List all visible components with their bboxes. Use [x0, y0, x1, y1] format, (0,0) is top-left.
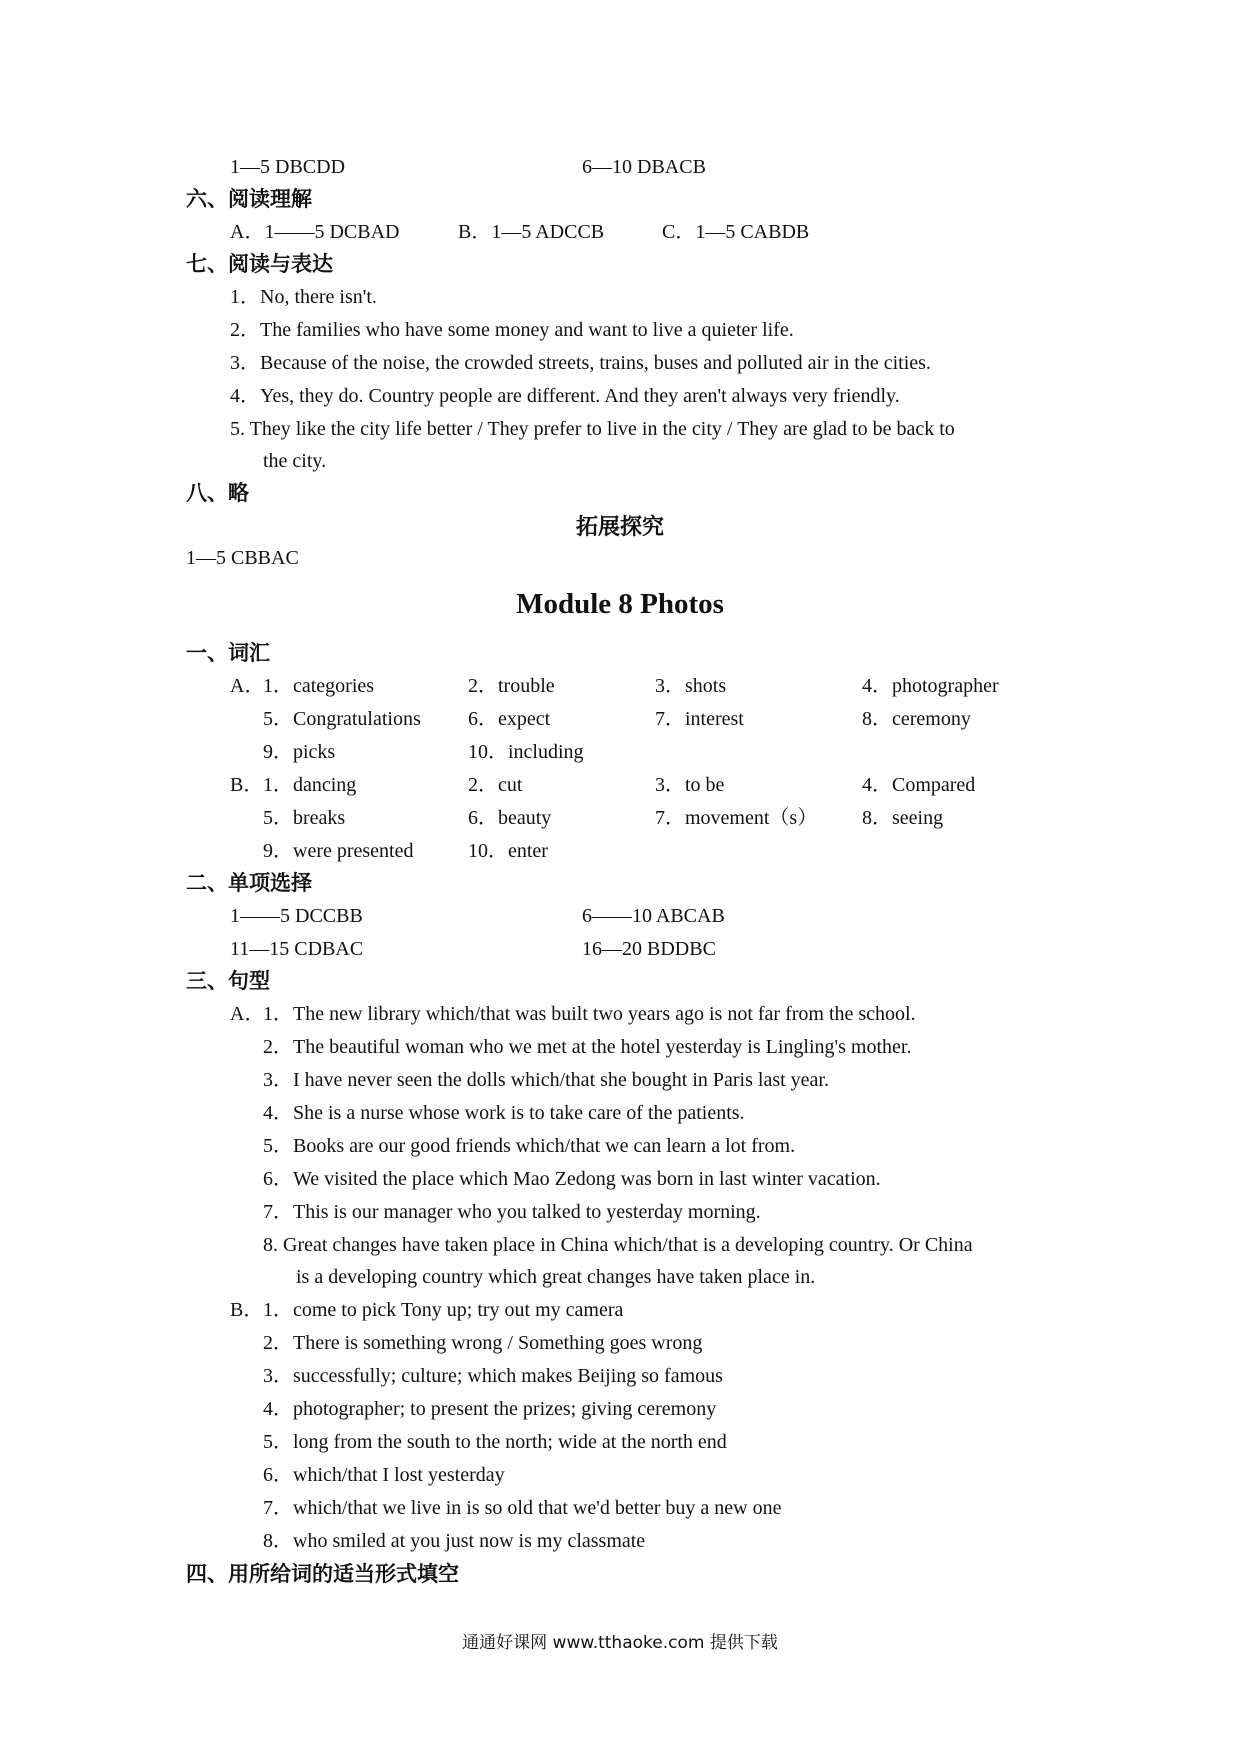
pattern-item: 3．I have never seen the dolls which/that she bought in Paris last year. — [263, 1069, 829, 1091]
expression-item-continuation: the city. — [263, 450, 327, 472]
reading-b: B．1—5 ADCCB — [458, 221, 605, 243]
vocab-item: 5．breaks — [263, 807, 346, 829]
extension-title: 拓展探究 — [575, 515, 664, 540]
mc-answer: 6——10 ABCAB — [582, 905, 725, 927]
extension-answer: 1—5 CBBAC — [186, 547, 299, 569]
vocab-item: 3．to be — [655, 774, 725, 796]
vocab-item: 5．Congratulations — [263, 708, 421, 730]
expression-item: 5. They like the city life better / They prefer to live in the city / They are glad to be back to — [230, 418, 955, 440]
vocab-item: 3．shots — [655, 675, 727, 697]
page-footer: 通通好课网 www.tthaoke.com 提供下载 — [462, 1633, 778, 1653]
section-heading-vocabulary: 一、词汇 — [186, 641, 270, 665]
reading-c: C．1—5 CABDB — [662, 221, 810, 243]
pattern-item: 8．who smiled at you just now is my classmate — [263, 1530, 646, 1552]
expression-item: 3．Because of the noise, the crowded streets, trains, buses and polluted air in the cities. — [230, 352, 931, 374]
mc-answer: 11—15 CDBAC — [230, 938, 364, 960]
section-heading-sentence-patterns: 三、句型 — [186, 969, 270, 993]
answer-1-5: 1—5 DBCDD — [230, 156, 346, 178]
pattern-item: 2．The beautiful woman who we met at the hotel yesterday is Lingling's mother. — [263, 1036, 912, 1058]
vocab-item: 6．beauty — [468, 807, 552, 829]
vocab-item: 6．expect — [468, 708, 551, 730]
pattern-item: 3．successfully; culture; which makes Beijing so famous — [263, 1365, 723, 1387]
vocab-item: 4．Compared — [862, 774, 976, 796]
section-heading-multiple-choice: 二、单项选择 — [186, 871, 312, 895]
vocab-item: 8．seeing — [862, 807, 944, 829]
pattern-item: 5．long from the south to the north; wide at the north end — [263, 1431, 727, 1453]
section-heading-omitted: 八、略 — [186, 481, 249, 505]
vocab-item: 7．movement（s） — [655, 807, 818, 829]
pattern-item: 4．photographer; to present the prizes; giving ceremony — [263, 1398, 717, 1420]
vocab-item: 10．including — [468, 741, 584, 763]
patterns-a-prefix: A． — [230, 1003, 265, 1025]
section-heading-reading-expression: 七、阅读与表达 — [186, 252, 333, 276]
mc-answer: 16—20 BDDBC — [582, 938, 716, 960]
vocab-item: 1．dancing — [263, 774, 357, 796]
expression-item: 1．No, there isn't. — [230, 286, 377, 308]
pattern-item: 5．Books are our good friends which/that we can learn a lot from. — [263, 1135, 796, 1157]
pattern-item: 2．There is something wrong / Something goes wrong — [263, 1332, 703, 1354]
vocab-item: 9．picks — [263, 741, 336, 763]
vocab-item: 2．trouble — [468, 675, 555, 697]
pattern-item: 7．which/that we live in is so old that we'd better buy a new one — [263, 1497, 782, 1519]
pattern-item-continuation: is a developing country which great changes have taken place in. — [296, 1266, 816, 1288]
pattern-item: 4．She is a nurse whose work is to take care of the patients. — [263, 1102, 745, 1124]
answer-6-10: 6—10 DBACB — [582, 156, 706, 178]
vocab-item: 7．interest — [655, 708, 744, 730]
vocab-item: 1．categories — [263, 675, 375, 697]
section-heading-fill-in: 四、用所给词的适当形式填空 — [186, 1562, 459, 1586]
vocab-item: 9．were presented — [263, 840, 414, 862]
mc-answer: 1——5 DCCBB — [230, 905, 363, 927]
pattern-item: 6．We visited the place which Mao Zedong was born in last winter vacation. — [263, 1168, 881, 1190]
vocab-item: 4．photographer — [862, 675, 999, 697]
vocab-item: 10．enter — [468, 840, 548, 862]
vocab-a-prefix: A． — [230, 675, 265, 697]
pattern-item: 7．This is our manager who you talked to yesterday morning. — [263, 1201, 761, 1223]
module-title: Module 8 Photos — [516, 588, 724, 620]
pattern-item: 1．come to pick Tony up; try out my camera — [263, 1299, 624, 1321]
pattern-item: 6．which/that I lost yesterday — [263, 1464, 505, 1486]
vocab-item: 2．cut — [468, 774, 523, 796]
reading-a: A．1——5 DCBAD — [230, 221, 400, 243]
expression-item: 4．Yes, they do. Country people are different. And they aren't always very friendly. — [230, 385, 900, 407]
section-heading-reading: 六、阅读理解 — [186, 187, 312, 211]
pattern-item: 8. Great changes have taken place in China which/that is a developing country. Or China — [263, 1234, 973, 1256]
vocab-item: 8．ceremony — [862, 708, 971, 730]
expression-item: 2．The families who have some money and want to live a quieter life. — [230, 319, 794, 341]
pattern-item: 1．The new library which/that was built two years ago is not far from the school. — [263, 1003, 916, 1025]
vocab-b-prefix: B． — [230, 774, 264, 796]
patterns-b-prefix: B． — [230, 1299, 264, 1321]
